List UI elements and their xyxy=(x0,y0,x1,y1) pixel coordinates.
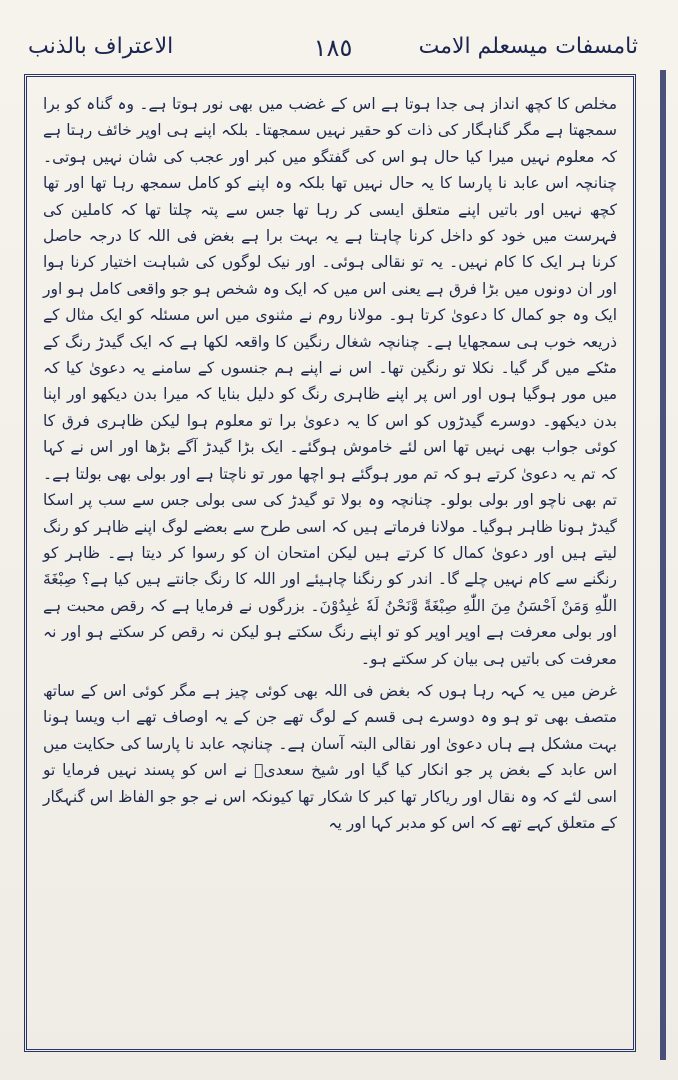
chapter-title: الاعتراف بالذنب xyxy=(28,34,174,59)
body-paragraph-2: غرض میں یہ کہہ رہا ہوں کہ بغض فی اللہ بھی کوئی چیز ہے مگر کوئی اس کے ساتھ متصف بھی تو ہو وہ دوسرے ہی قسم کے لوگ تھے جن کے یہ اوصاف تھے اب ویسا ہونا بہت مشکل ہے ہاں دعویٰ اور نقالی البتہ آسان ہے۔ چنانچہ عابد نا پارسا کی حکایت میں اس عابد کے بغض پر جو انکار کیا گیا اور شیخ سعدیؒ نے اس کو پسند نہیں فرمایا تو اسی لئے کہ وہ نقال اور ریاکار تھا کبر کا شکار تھا کیونکہ اس نے جو جو الفاظ اس گنہگار کے متعلق کہے تھے کہ اس کو مدبر کہا اور یہ xyxy=(43,681,617,832)
running-title: ثامسفات ميسعلم الامت xyxy=(418,34,638,59)
body-paragraph-1: مخلص کا کچھ انداز ہی جدا ہوتا ہے اس کے غضب میں بھی نور ہوتا ہے۔ وہ گناہ کو برا سمجھتا ہے مگر گناہگار کی ذات کو حقیر نہیں سمجھتا۔ بلکہ اپنے ہی اوپر خائف رہتا ہے کہ معلوم نہیں میرا کیا حال ہو اس کی گفتگو میں کبر اور عجب کی شان نہیں ہوتی۔ چنانچہ اس عابد نا پارسا کا یہ حال نہیں تھا بلکہ وہ اپنے کو کامل سمجھ رہا تھا اور تھا کچھ نہیں اور باتیں اپنے متعلق ایسی کر رہا تھا جس سے پتہ چلتا تھا کہ کاملین کی فہرست میں خود کو داخل کرنا چاہتا ہے یہ بہت برا ہے بغض فی اللہ کا درجہ حاصل کرنا ہر ایک کا کام نہیں۔ یہ تو نقالی ہوئی۔ اور نیک لوگوں کی شباہت اختیار کرنا ہوا اور ان دونوں میں بڑا فرق ہے یعنی اس میں کہ ایک وہ شخص ہو جو واقعی کامل ہو اور ایک وہ جو کمال کا دعویٰ کرتا ہو۔ مولانا روم نے مثنوی میں اس مسئلہ کو ایک مثال کے ذریعہ خوب ہی سمجھایا ہے۔ چنانچہ شغال رنگین کا واقعہ لکھا ہے کہ ایک گیدڑ رنگ کے مٹکے میں گر گیا۔ نکلا تو رنگین تھا۔ اس نے اپنے ہم جنسوں کے سامنے یہ دعویٰ کیا کہ میں مور ہوگیا ہوں اور اس پر اپنے ظاہری رنگ کو دلیل بنایا کہ میرا بدن دیکھو اور اپنا بدن دیکھو۔ دوسرے گیدڑوں کو اس کا یہ دعویٰ برا تو معلوم ہوا لیکن ظاہری فرق کا کوئی جواب بھی نہیں تھا اس لئے خاموش ہوگئے۔ ایک بڑا گیدڑ آگے بڑھا اور اس نے کہا کہ تم یہ دعویٰ کرتے ہو کہ تم مور ہوگئے ہو اچھا مور تو ناچتا ہے اور بولی بھی بولتا ہے۔ تم بھی ناچو اور بولی بولو۔ چنانچہ وہ بولا تو گیدڑ کی سی بولی جس سے سب پر اسکا گیدڑ ہونا ظاہر ہوگیا۔ مولانا فرماتے ہیں کہ اسی طرح سے بعضے لوگ اپنے ظاہر کو رنگ لیتے ہیں اور دعویٰ کمال کا کرتے ہیں لیکن امتحان ان کو رسوا کر دیتا ہے۔ ظاہر کو رنگنے سے کام نہیں چلے گا۔ اندر کو رنگنا چاہیئے اور اللہ کا رنگ جانتے ہیں کیا ہے؟ صِبْغَةَ اللّٰهِ وَمَنْ اَحْسَنُ مِنَ اللّٰهِ صِبْغَةً وَّنَحْنُ لَهٗ عٰبِدُوْنَ۔ بزرگوں نے فرمایا ہے کہ رقص محبت ہے اور بولی معرفت ہے اوپر اوپر کو تو اپنے رنگ سکتے ہو لیکن نہ رقص کر سکتے ہو اور نہ معرفت کی باتیں ہی بیان کر سکتے ہو۔ xyxy=(43,95,617,668)
page-number: ١٨٥ xyxy=(313,34,353,62)
page-edge-shadow xyxy=(660,70,666,1060)
text-frame xyxy=(24,74,636,1052)
page-header xyxy=(28,28,638,72)
